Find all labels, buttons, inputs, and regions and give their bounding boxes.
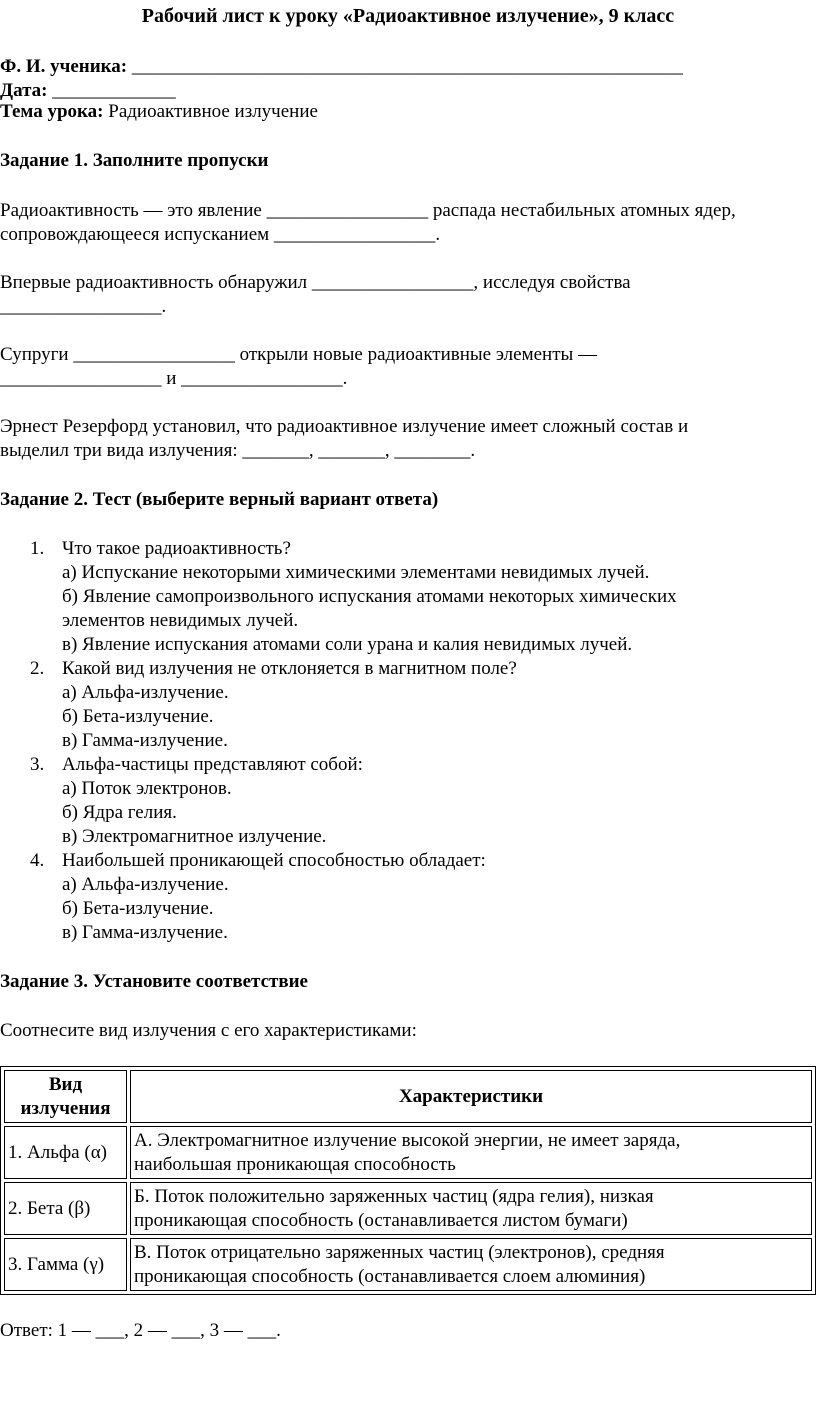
characteristic-cell: В. Поток отрицательно заряженных частиц (электронов), средняя проникающая способность (останавливается слоем алюминия): [130, 1238, 812, 1291]
student-name-label: Ф. И. ученика:: [0, 56, 128, 77]
topic-row: [0, 100, 816, 124]
task1-paragraph-3: [0, 343, 816, 391]
quiz-question: [0, 849, 816, 945]
topic-value: Радиоактивное излучение: [108, 101, 318, 122]
task1-p1-line2: сопровождающееся испусканием _________________.: [0, 224, 441, 245]
table-header-row: [4, 1070, 812, 1123]
table-row: [4, 1182, 812, 1235]
answer-option[interactable]: в) Явление испускания атомами соли урана и калия невидимых лучей.: [62, 634, 633, 655]
question-text: Альфа-частицы представляют собой:: [62, 754, 363, 775]
question-number: 2.: [30, 658, 45, 679]
question-text: Какой вид излучения не отклоняется в магнитном поле?: [62, 658, 517, 679]
date-label: Дата:: [0, 80, 48, 101]
radiation-type-cell: 2. Бета (β): [4, 1182, 127, 1235]
task1-paragraph-4: [0, 415, 816, 463]
answer-option[interactable]: б) Бета-излучение.: [62, 898, 214, 919]
topic-label: Тема урока:: [0, 101, 104, 122]
quiz-question: [0, 753, 816, 849]
header-characteristics: Характеристики: [130, 1070, 812, 1123]
task1-paragraph-1: [0, 199, 816, 247]
answer-option[interactable]: а) Поток электронов.: [62, 778, 232, 799]
task1-p1-line1: Радиоактивность — это явление _________________ распада нестабильных атомных ядер,: [0, 200, 736, 221]
student-name-line[interactable]: __________________________________________________________: [131, 56, 683, 77]
answer-option[interactable]: а) Альфа-излучение.: [62, 874, 229, 895]
task1-p4-line1: Эрнест Резерфорд установил, что радиоактивное излучение имеет сложный состав и: [0, 416, 689, 437]
task1-paragraph-2: [0, 271, 816, 319]
task1-p2-line1: Впервые радиоактивность обнаружил _________________, исследуя свойства: [0, 272, 631, 293]
task3-heading: Задание 3. Установите соответствие: [0, 971, 308, 992]
quiz-list: [0, 537, 816, 945]
quiz-question: [0, 537, 816, 657]
question-text: Наибольшей проникающей способностью обладает:: [62, 850, 486, 871]
answer-option[interactable]: а) Испускание некоторыми химическими элементами невидимых лучей.: [62, 562, 650, 583]
task3-intro: Соотнесите вид излучения с его характеристиками:: [0, 1020, 417, 1041]
question-text: Что такое радиоактивность?: [62, 538, 291, 559]
task2-heading: Задание 2. Тест (выберите верный вариант ответа): [0, 489, 439, 510]
quiz-question: [0, 657, 816, 753]
radiation-type-cell: 1. Альфа (α): [4, 1126, 127, 1179]
radiation-type-cell: 3. Гамма (γ): [4, 1238, 127, 1291]
task1-p4-line2: выделил три вида излучения: _______, _______, ________.: [0, 440, 476, 461]
worksheet-title: Рабочий лист к уроку «Радиоактивное излучение», 9 класс: [141, 5, 675, 27]
matching-table: [0, 1066, 816, 1295]
question-number: 1.: [30, 538, 45, 559]
answer-option[interactable]: в) Гамма-излучение.: [62, 922, 228, 943]
answer-option[interactable]: в) Электромагнитное излучение.: [62, 826, 327, 847]
table-row: [4, 1238, 812, 1291]
answer-option[interactable]: б) Явление самопроизвольного испускания атомами некоторых химических: [62, 586, 677, 607]
question-number: 4.: [30, 850, 45, 871]
student-name-row: [0, 55, 816, 79]
task1-p3-line1: Супруги _________________ открыли новые радиоактивные элементы —: [0, 344, 598, 365]
answer-option[interactable]: б) Ядра гелия.: [62, 802, 177, 823]
task1-p3-line2: _________________ и _________________.: [0, 368, 348, 389]
date-line[interactable]: _____________: [52, 80, 176, 101]
task1-p2-line2: _________________.: [0, 296, 167, 317]
answer-option[interactable]: в) Гамма-излучение.: [62, 730, 228, 751]
answer-line[interactable]: Ответ: 1 — ___, 2 — ___, 3 — ___.: [0, 1320, 281, 1341]
question-number: 3.: [30, 754, 45, 775]
characteristic-cell: А. Электромагнитное излучение высокой энергии, не имеет заряда, наибольшая проникающая способность: [130, 1126, 812, 1179]
answer-option[interactable]: б) Бета-излучение.: [62, 706, 214, 727]
answer-option-continued[interactable]: элементов невидимых лучей.: [62, 610, 299, 631]
header-radiation-type: Вид излучения: [4, 1070, 127, 1123]
characteristic-cell: Б. Поток положительно заряженных частиц (ядра гелия), низкая проникающая способность (останавливается листом бумаги): [130, 1182, 812, 1235]
task1-heading: Задание 1. Заполните пропуски: [0, 150, 269, 171]
answer-option[interactable]: а) Альфа-излучение.: [62, 682, 229, 703]
table-row: [4, 1126, 812, 1179]
